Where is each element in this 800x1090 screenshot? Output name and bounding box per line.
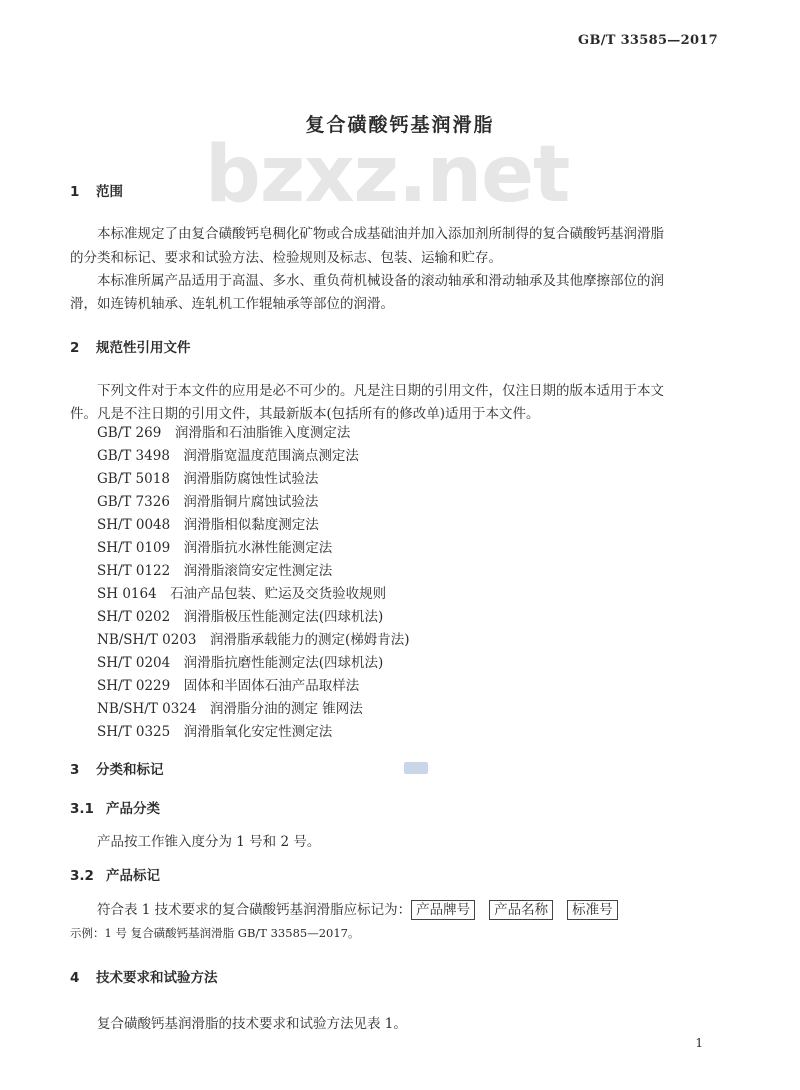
marking-box-name: 产品名称	[489, 900, 553, 920]
section-number: 4	[70, 970, 80, 986]
section-title: 范围	[96, 184, 123, 200]
paragraph-line: 复合磺酸钙基润滑脂的技术要求和试验方法见表 1。	[97, 1016, 407, 1032]
section-4-heading	[70, 966, 218, 986]
section-title: 规范性引用文件	[96, 340, 191, 356]
reference-item: SH/T 0202 润滑脂极压性能测定法(四球机法)	[97, 609, 384, 625]
section-title: 分类和标记	[96, 762, 164, 778]
reference-item: SH/T 0204 润滑脂抗磨性能测定法(四球机法)	[97, 655, 384, 671]
reference-item: SH/T 0122 润滑脂滚筒安定性测定法	[97, 563, 333, 579]
section-number: 3.1	[70, 801, 94, 817]
section-2-heading	[70, 336, 191, 356]
section-number: 3	[70, 762, 80, 778]
reference-item: SH/T 0325 润滑脂氧化安定性测定法	[97, 724, 333, 740]
reference-item: SH/T 0109 润滑脂抗水淋性能测定法	[97, 540, 333, 556]
section-title: 产品分类	[106, 801, 160, 817]
paragraph-line: 下列文件对于本文件的应用是必不可少的。凡是注日期的引用文件，仅注日期的版本适用于本文	[97, 383, 664, 399]
paragraph-line: 本标准规定了由复合磺酸钙皂稠化矿物或合成基础油并加入添加剂所制得的复合磺酸钙基润滑脂	[97, 226, 664, 242]
paragraph-line: 的分类和标记、要求和试验方法、检验规则及标志、包装、运输和贮存。	[70, 250, 502, 266]
marking-example: 示例：1 号 复合磺酸钙基润滑脂 GB/T 33585—2017。	[70, 926, 360, 940]
section-1-heading	[70, 180, 123, 200]
reference-item: GB/T 3498 润滑脂宽温度范围滴点测定法	[97, 448, 359, 464]
reference-item: SH/T 0048 润滑脂相似黏度测定法	[97, 517, 319, 533]
subsection-3-1-heading	[70, 797, 160, 817]
section-number: 3.2	[70, 868, 94, 884]
page-number: 1	[695, 1036, 703, 1050]
standard-code: GB/T 33585—2017	[578, 33, 718, 48]
section-number: 2	[70, 340, 80, 356]
paragraph-line: 本标准所属产品适用于高温、多水、重负荷机械设备的滚动轴承和滑动轴承及其他摩擦部位的润	[97, 273, 664, 289]
scan-marker	[404, 762, 428, 774]
reference-item: SH/T 0229 固体和半固体石油产品取样法	[97, 678, 360, 694]
watermark: bzxz.net	[205, 130, 570, 220]
reference-item: SH 0164 石油产品包装、贮运及交货验收规则	[97, 586, 387, 602]
section-title: 产品标记	[106, 868, 160, 884]
section-3-heading	[70, 758, 164, 778]
reference-item: GB/T 7326 润滑脂铜片腐蚀试验法	[97, 494, 319, 510]
subsection-3-2-heading	[70, 864, 160, 884]
paragraph-line: 产品按工作锥入度分为 1 号和 2 号。	[97, 834, 321, 850]
marking-box-standard: 标准号	[567, 900, 618, 920]
marking-box-brand: 产品牌号	[411, 900, 475, 920]
reference-item: NB/SH/T 0324 润滑脂分油的测定 锥网法	[97, 701, 363, 717]
paragraph-line: 件。凡是不注日期的引用文件，其最新版本(包括所有的修改单)适用于本文件。	[70, 406, 540, 422]
page-title: 复合磺酸钙基润滑脂	[305, 114, 495, 136]
paragraph-line: 滑，如连铸机轴承、连轧机工作辊轴承等部位的润滑。	[70, 296, 394, 312]
reference-item: GB/T 5018 润滑脂防腐蚀性试验法	[97, 471, 319, 487]
reference-item: NB/SH/T 0203 润滑脂承载能力的测定(梯姆肯法)	[97, 632, 410, 648]
reference-item: GB/T 269 润滑脂和石油脂锥入度测定法	[97, 425, 351, 441]
section-title: 技术要求和试验方法	[96, 970, 218, 986]
section-number: 1	[70, 184, 80, 200]
marking-line	[97, 898, 618, 920]
marking-text: 符合表 1 技术要求的复合磺酸钙基润滑脂应标记为：	[97, 902, 412, 918]
